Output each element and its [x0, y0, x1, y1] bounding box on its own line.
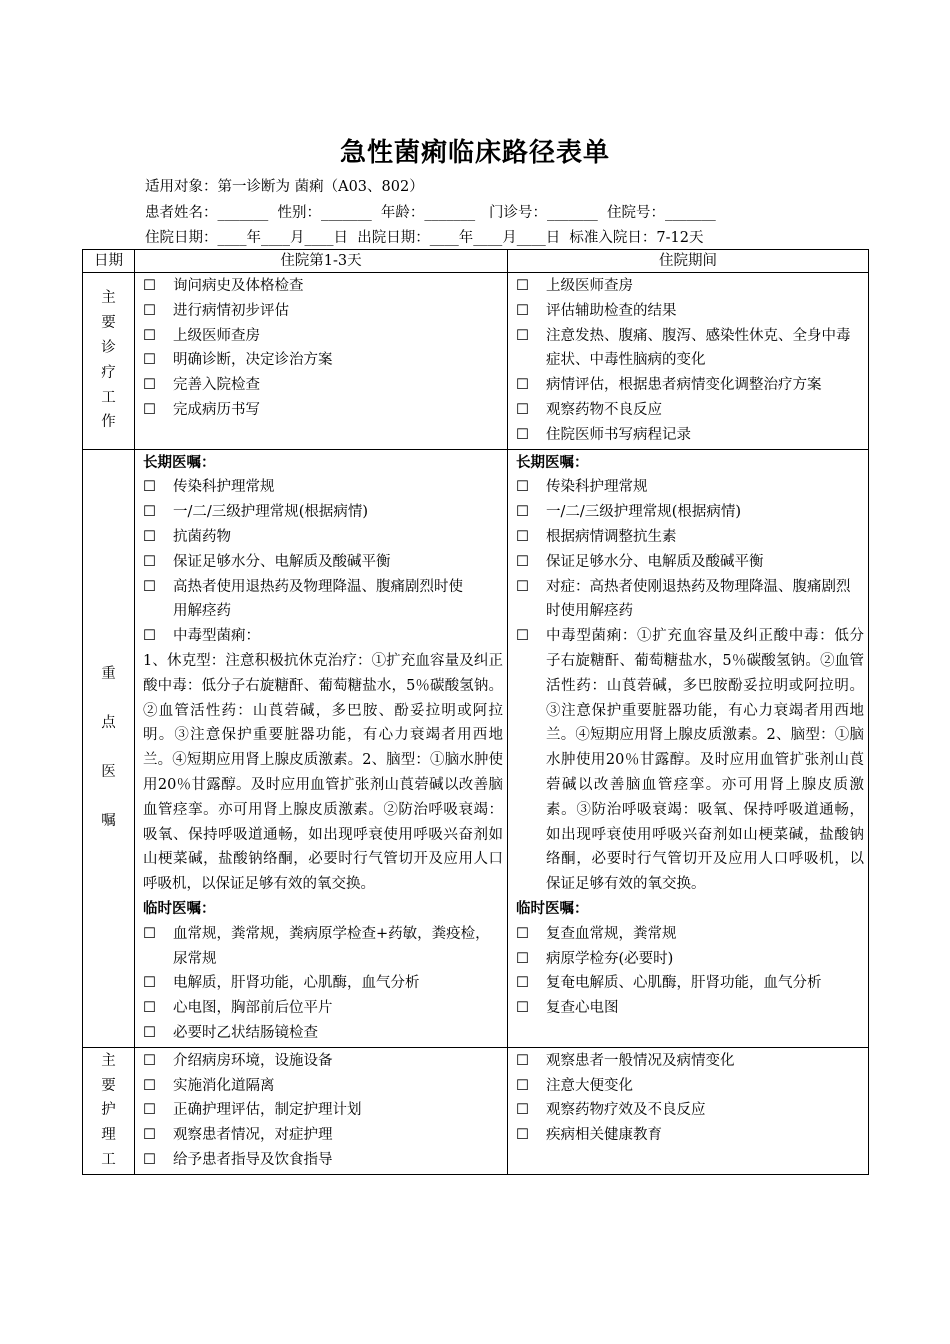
checklist-item[interactable]	[143, 1123, 503, 1148]
label-char: 重	[101, 666, 116, 683]
checklist-item[interactable]	[143, 398, 503, 423]
checkbox-icon[interactable]: ☐	[516, 975, 529, 992]
label-char: 疗	[101, 364, 116, 381]
checkbox-icon[interactable]: ☐	[516, 1127, 529, 1144]
checklist-item[interactable]	[143, 971, 503, 996]
item-text: 血常规，粪常规，粪病原学检查+药敏，粪疫检，尿常规	[173, 925, 490, 967]
checkbox-icon[interactable]: ☐	[143, 1077, 156, 1094]
checklist-item[interactable]	[516, 624, 864, 897]
checklist-item[interactable]	[516, 423, 864, 448]
item-text: 传染科护理常规	[546, 479, 648, 496]
checklist-item[interactable]	[143, 525, 503, 550]
checklist-item[interactable]	[143, 324, 503, 349]
checklist-item[interactable]	[143, 500, 503, 525]
checklist-item[interactable]	[516, 373, 864, 398]
diag-col2	[508, 273, 869, 450]
checklist-item[interactable]	[516, 575, 864, 625]
checkbox-icon[interactable]: ☐	[143, 628, 156, 645]
label-char: 要	[101, 1077, 116, 1094]
label-char: 医	[101, 764, 116, 781]
label-char: 工	[101, 389, 116, 406]
checklist-item[interactable]	[516, 922, 864, 947]
header-col2: 住院期间	[508, 250, 869, 273]
toxic-dysentery-treatment: 1、休克型：注意积极抗休克治疗：①扩充血容量及纠正酸中毒：低分子右旋糖酐、葡萄糖盐水，5％碳酸氢钠。②血管活性药：山莨菪碱，多巴胺、酚妥拉明或阿拉明。③注意保护重要脏器功能，有心力衰竭者用西地兰。④短期应用肾上腺皮质激素。2、脑型：①脑水肿使用20％甘露醇。及时应用血管扩张剂山莨菪碱以改善脑血管痉挛。亦可用肾上腺皮质激素。②防治呼吸衰竭：吸氧、保持呼吸道通畅，如出现呼衰使用呼吸兴奋剂如山梗菜碱，盐酸钠络酮，必要时行气管切开及应用人口呼吸机，以保证足够有效的氧交换。	[143, 652, 503, 893]
checkbox-icon[interactable]: ☐	[143, 278, 156, 294]
checklist-item[interactable]	[143, 299, 503, 324]
checklist-item[interactable]	[143, 1074, 503, 1099]
header-col1: 住院第1-3天	[135, 250, 508, 273]
checklist-item[interactable]	[143, 348, 503, 373]
checkbox-icon[interactable]: ☐	[143, 401, 156, 418]
item-text: 传染科护理常规	[173, 479, 275, 496]
item-text: 观察患者情况，对症护理	[173, 1127, 333, 1144]
checkbox-icon[interactable]: ☐	[516, 1077, 529, 1094]
item-text: 中毒型菌痢：	[173, 628, 260, 645]
item-text: 实施消化道隔离	[173, 1077, 275, 1094]
label-char: 嘱	[101, 813, 116, 830]
long-term-orders-heading: 长期医嘱：	[143, 454, 216, 471]
checkbox-icon[interactable]: ☐	[516, 628, 529, 645]
checkbox-icon[interactable]: ☐	[143, 1151, 156, 1168]
checkbox-icon[interactable]: ☐	[143, 1102, 156, 1119]
item-text: 保证足够水分、电解质及酸碱平衡	[173, 553, 391, 570]
checkbox-icon[interactable]: ☐	[143, 352, 156, 369]
checklist-item[interactable]	[143, 624, 503, 649]
checkbox-icon[interactable]: ☐	[143, 377, 156, 394]
row-label-diagnosis	[83, 273, 135, 450]
item-text: 中毒型菌痢：①扩充血容量及纠正酸中毒：低分子右旋糖酐、葡萄糖盐水，5％碳酸氢钠。②血管活性药：山莨菪碱，多巴胺酚妥拉明或阿拉明。③注意保护重要脏器功能，有心力衰竭者用西地兰。④短期应用肾上腺皮质激素。2、脑型：①脑水肿使用20％甘露醇。及时应用血管扩张剂山莨菪碱以改善脑血管痉挛。亦可用肾上腺皮质激素。③防治呼吸衰竭：吸氧、保持呼吸道通畅，如出现呼衰使用呼吸兴奋剂如山梗菜碱，盐酸钠络酮，必要时行气管切开及应用人口呼吸机，以保证足够有效的氧交换。	[546, 628, 864, 893]
item-text: 进行病情初步评估	[173, 302, 289, 319]
item-text: 正确护理评估，制定护理计划	[173, 1102, 362, 1119]
item-text: 抗菌药物	[173, 528, 231, 545]
checklist-item[interactable]	[516, 299, 864, 324]
checklist-item[interactable]	[143, 922, 503, 972]
checklist-item[interactable]	[516, 475, 864, 500]
row-nursing	[83, 1047, 869, 1174]
row-orders	[83, 449, 869, 1047]
checklist-item[interactable]	[516, 500, 864, 525]
item-text: 观察患者一般情况及病情变化	[546, 1052, 735, 1069]
item-text: 根据病情调整抗生素	[546, 528, 677, 545]
checklist-item[interactable]	[516, 971, 864, 996]
checkbox-icon[interactable]: ☐	[143, 528, 156, 545]
row-label-orders	[83, 449, 135, 1047]
label-char: 主	[101, 1052, 116, 1069]
label-char: 护	[101, 1102, 116, 1119]
item-text: 评估辅助检查的结果	[546, 302, 677, 319]
checklist-item[interactable]	[143, 373, 503, 398]
label-char: 主	[101, 290, 116, 307]
checklist-item[interactable]	[516, 550, 864, 575]
checkbox-icon[interactable]: ☐	[516, 401, 529, 418]
checklist-item[interactable]	[516, 398, 864, 423]
checklist-item[interactable]	[143, 1049, 503, 1074]
nursing-col1	[135, 1047, 508, 1174]
checklist-item[interactable]	[516, 1123, 864, 1148]
checkbox-icon[interactable]: ☐	[516, 504, 529, 521]
checkbox-icon[interactable]: ☐	[143, 1024, 156, 1041]
checklist-item[interactable]	[143, 475, 503, 500]
checklist-item[interactable]	[516, 1074, 864, 1099]
item-text: 完善入院检查	[173, 377, 260, 394]
checkbox-icon[interactable]: ☐	[143, 1127, 156, 1144]
item-text: 电解质，肝肾功能，心肌酶，血气分析	[173, 975, 420, 992]
checklist-item[interactable]	[516, 274, 864, 299]
item-text: 复奄电解质、心肌酶，肝肾功能，血气分析	[546, 975, 822, 992]
orders-col1	[135, 449, 508, 1047]
checklist-item[interactable]	[143, 575, 503, 625]
label-char: 理	[101, 1127, 116, 1144]
item-text: 住院医师书写病程记录	[546, 426, 691, 443]
page-title: 急性菌痢临床路径表单	[339, 138, 610, 168]
item-text: 病原学检夯(必要时)	[546, 950, 674, 967]
checkbox-icon[interactable]: ☐	[143, 327, 156, 344]
diag-col1	[135, 273, 508, 450]
item-text: 病情评估，根据患者病情变化调整治疗方案	[546, 377, 822, 394]
item-text: 上级医师查房	[546, 278, 633, 294]
item-text: 介绍病房环境，设施设备	[173, 1052, 333, 1069]
item-text: 注意发热、腹痛、腹泻、感染性休克、全身中毒症状、中毒性脑病的变化	[546, 327, 851, 369]
checkbox-icon[interactable]: ☐	[143, 504, 156, 521]
checkbox-icon[interactable]: ☐	[143, 925, 156, 942]
long-term-orders-heading: 长期医嘱：	[516, 454, 589, 471]
checklist-item[interactable]	[143, 274, 503, 299]
item-text: 明确诊断，决定诊治方案	[173, 352, 333, 369]
checkbox-icon[interactable]: ☐	[516, 528, 529, 545]
item-text: 一/二/三级护理常规(根据病情)	[546, 504, 742, 521]
checklist-item[interactable]	[516, 1049, 864, 1074]
item-text: 心电图，胸部前后位平片	[173, 1000, 333, 1017]
checkbox-icon[interactable]: ☐	[143, 578, 156, 595]
checklist-item[interactable]	[516, 947, 864, 972]
label-char: 作	[101, 414, 116, 431]
checkbox-icon[interactable]: ☐	[143, 553, 156, 570]
item-text: 注意大便变化	[546, 1077, 633, 1094]
checkbox-icon[interactable]: ☐	[143, 1052, 156, 1069]
label-char: 要	[101, 315, 116, 332]
meta-patient-info: 患者姓名：_______ 性别：_______ 年龄：_______ 门诊号：_______ 住院号：_______	[145, 205, 716, 221]
checkbox-icon[interactable]: ☐	[516, 327, 529, 344]
checklist-item[interactable]	[143, 1021, 503, 1046]
item-text: 保证足够水分、电解质及酸碱平衡	[546, 553, 764, 570]
checkbox-icon[interactable]: ☐	[516, 1102, 529, 1119]
item-text: 对症：高热者使刚退热药及物理降温、腹痛剧烈时使用解痉药	[546, 578, 851, 620]
header-date: 日期	[83, 250, 135, 273]
item-text: 高热者使用退热药及物理降温、腹痛剧烈时使 用解痉药	[173, 578, 492, 620]
checkbox-icon[interactable]: ☐	[516, 1052, 529, 1069]
checklist-item[interactable]	[516, 996, 864, 1021]
checklist-item[interactable]	[143, 996, 503, 1021]
temporary-orders-heading: 临时医嘱：	[516, 900, 589, 917]
checkbox-icon[interactable]: ☐	[143, 479, 156, 496]
nursing-col2	[508, 1047, 869, 1174]
item-text: 上级医师查房	[173, 327, 260, 344]
checklist-item[interactable]	[516, 1098, 864, 1123]
item-text: 复查血常规，粪常规	[546, 925, 677, 942]
checkbox-icon[interactable]: ☐	[516, 1000, 529, 1017]
meta-applicable: 适用对象：第一诊断为 菌痢（A03、802）	[145, 179, 424, 195]
orders-col2	[508, 449, 869, 1047]
item-text: 完成病历书写	[173, 401, 260, 418]
item-text: 询问病史及体格检查	[173, 278, 304, 294]
table-header-row	[83, 250, 869, 273]
label-char: 诊	[101, 339, 116, 356]
pathway-table	[82, 249, 869, 1175]
label-char: 工	[101, 1151, 116, 1168]
checkbox-icon[interactable]: ☐	[516, 278, 529, 294]
checkbox-icon[interactable]: ☐	[516, 925, 529, 942]
item-text: 一/二/三级护理常规(根据病情)	[173, 504, 369, 521]
checkbox-icon[interactable]: ☐	[143, 302, 156, 319]
temporary-orders-heading: 临时医嘱：	[143, 900, 216, 917]
item-text: 观察药物疗效及不良反应	[546, 1102, 706, 1119]
row-diagnosis	[83, 273, 869, 450]
checkbox-icon[interactable]: ☐	[143, 975, 156, 992]
checkbox-icon[interactable]: ☐	[516, 426, 529, 443]
item-text: 复查心电图	[546, 1000, 619, 1017]
item-text: 观察药物不良反应	[546, 401, 662, 418]
checkbox-icon[interactable]: ☐	[516, 479, 529, 496]
checkbox-icon[interactable]: ☐	[143, 1000, 156, 1017]
checklist-item[interactable]	[516, 324, 864, 374]
checklist-item[interactable]	[516, 525, 864, 550]
label-char: 点	[101, 715, 116, 732]
checklist-item[interactable]	[143, 1098, 503, 1123]
checklist-item[interactable]	[143, 550, 503, 575]
checkbox-icon[interactable]: ☐	[516, 578, 529, 595]
item-text: 给予患者指导及饮食指导	[173, 1151, 333, 1168]
row-label-nursing	[83, 1047, 135, 1174]
item-text: 必要时乙状结肠镜检查	[173, 1024, 318, 1041]
checkbox-icon[interactable]: ☐	[516, 377, 529, 394]
checklist-item[interactable]	[143, 1148, 503, 1173]
item-text: 疾病相关健康教育	[546, 1127, 662, 1144]
checkbox-icon[interactable]: ☐	[516, 302, 529, 319]
checkbox-icon[interactable]: ☐	[516, 553, 529, 570]
meta-dates: 住院日期：____年____月____日 出院日期：____年____月____日 标准入院日：7-12天	[145, 230, 704, 246]
checkbox-icon[interactable]: ☐	[516, 950, 529, 967]
